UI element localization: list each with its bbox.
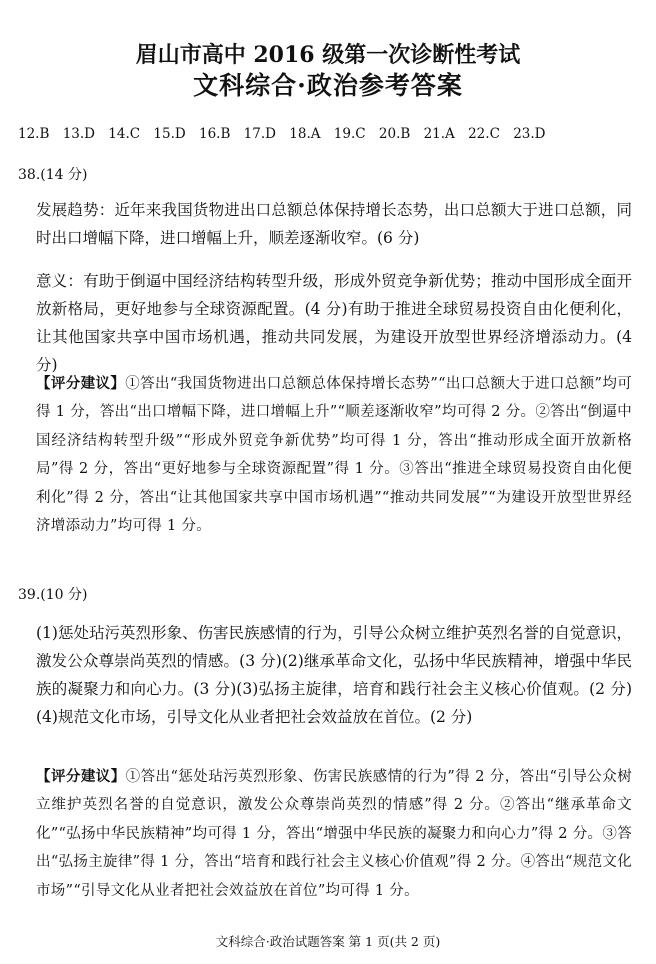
- answer-item: 12.B: [18, 126, 50, 142]
- question-38-trend-answer: 发展趋势：近年来我国货物进出口总额总体保持增长态势，出口总额大于进口总额，同时出口增幅下降，进口增幅上升，顺差逐渐收窄。(6 分): [36, 201, 632, 247]
- answer-key-title: 文科综合·政治参考答案: [193, 71, 463, 100]
- answer-item: 17.D: [243, 126, 276, 142]
- answer-item: 22.C: [468, 126, 500, 142]
- question-38-heading: 38.(14 分): [18, 167, 88, 183]
- question-38-scoring-note: [36, 370, 632, 540]
- answer-item: 13.D: [62, 126, 95, 142]
- page-footer: 文科综合·政治试题答案 第 1 页(共 2 页): [215, 934, 441, 949]
- answer-item: 20.B: [378, 126, 411, 142]
- answer-item: 18.A: [289, 126, 321, 142]
- question-38-significance-answer: 意义：有助于倒逼中国经济结构转型升级，形成外贸竞争新优势；推动中国形成全面开放新格局，更好地参与全球资源配置。(4 分)有助于推进全球贸易投资自由化便利化，让其他国家共享中国市场机遇，推动共同发展，为建设开放型世界经济增添动力。(4 分): [36, 272, 632, 374]
- answer-item: 23.D: [513, 126, 546, 142]
- answer-item: 16.B: [198, 126, 231, 142]
- answer-item: 15.D: [153, 126, 186, 142]
- scoring-note-label: 【评分建议】: [36, 376, 126, 392]
- exam-title: 眉山市高中 2016 级第一次诊断性考试: [135, 42, 521, 68]
- answer-item: 14.C: [108, 126, 141, 142]
- question-39-answer: (1)惩处玷污英烈形象、伤害民族感情的行为，引导公众树立维护英烈名誉的自觉意识，激发公众尊崇尚英烈的情感。(3 分)(2)继承革命文化，弘扬中华民族精神，增强中华民族的凝聚力和向心力。(3 分)(3)弘扬主旋律，培育和践行社会主义核心价值观。(2 分)(4)规范文化市场，引导文化从业者把社会效益放在首位。(2 分): [36, 624, 632, 726]
- multiple-choice-answers: [18, 126, 648, 142]
- question-39-scoring-note: [36, 763, 632, 905]
- scoring-note-text: ①答出“我国货物进出口总额总体保持增长态势”“出口总额大于进口总额”均可得 1 分，答出“出口增幅下降，进口增幅上升”“顺差逐渐收窄”均可得 2 分。②答出“倒逼中国经济结构转型升级”“形成外贸竞争新优势”均可得 1 分，答出“推动形成全面开放新格局”得 2 分，答出“更好地参与全球资源配置”得 1 分。③答出“推进全球贸易投资自由化便利化”得 2 分，答出“让其他国家共享中国市场机遇”“推动共同发展”“为建设开放型世界经济增添动力”均可得 1 分。: [36, 376, 632, 535]
- scoring-note-label: 【评分建议】: [36, 769, 126, 785]
- question-39-heading: 39.(10 分): [18, 587, 88, 603]
- answer-item: 21.A: [423, 126, 455, 142]
- answer-item: 19.C: [333, 126, 366, 142]
- scoring-note-text: ①答出“惩处玷污英烈形象、伤害民族感情的行为”得 2 分，答出“引导公众树立维护英烈名誉的自觉意识，激发公众尊崇尚英烈的情感”得 2 分。②答出“继承革命文化”“弘扬中华民族精神”均可得 1 分，答出“增强中华民族的凝聚力和向心力”得 2 分。③答出“弘扬主旋律”得 1 分，答出“培育和践行社会主义核心价值观”得 2 分。④答出“规范文化市场”“引导文化从业者把社会效益放在首位”均可得 1 分。: [36, 769, 632, 899]
